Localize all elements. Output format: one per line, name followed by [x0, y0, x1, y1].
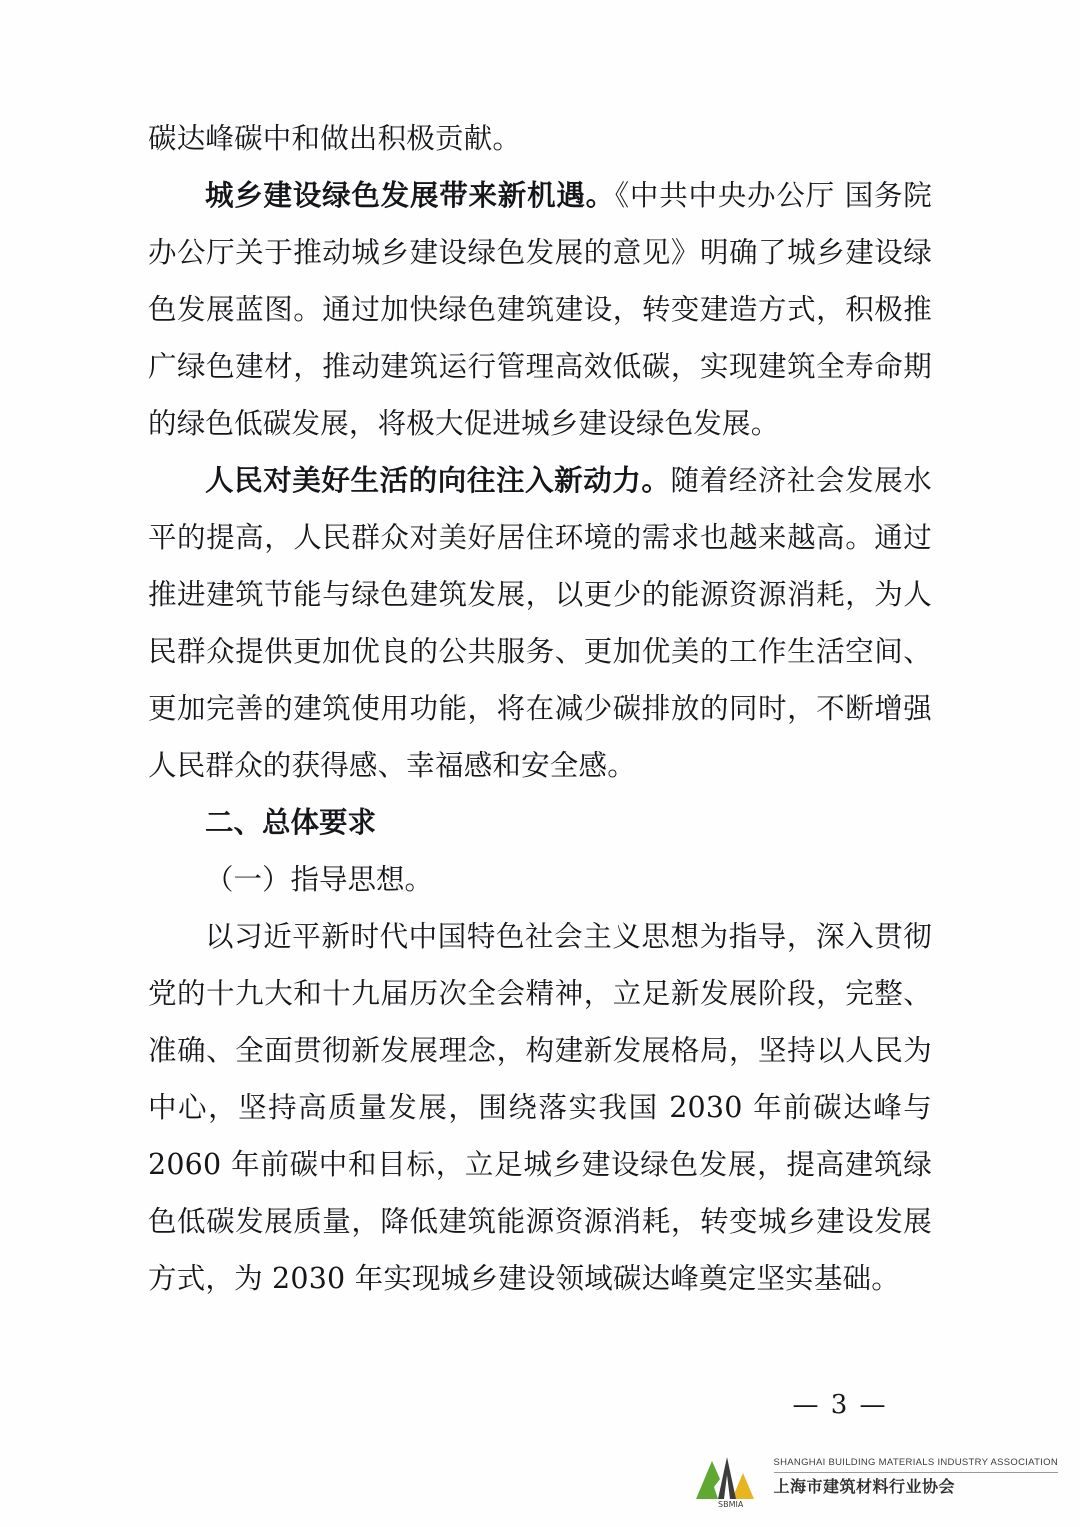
paragraph-text: 碳达峰碳中和做出积极贡献。 [148, 122, 522, 155]
logo-divider [774, 1472, 1059, 1473]
section-heading-overall-requirements: 二、总体要求 [205, 805, 377, 839]
association-logo [690, 1447, 1059, 1509]
paragraph-text: 随着经济社会发展水平的提高，人民群众对美好居住环境的需求也越来越高。通过推进建筑节能与绿色建筑发展，以更少的能源资源消耗，为人民群众提供更加优良的公共服务、更加优美的工作生活空间、更加完善的建筑使用功能，将在减少碳排放的同时，不断增强人民群众的获得感、幸福感和安全感。 [148, 464, 932, 782]
paragraph-people-better-life [148, 452, 932, 794]
paragraph-text: 以习近平新时代中国特色社会主义思想为指导，深入贯彻党的十九大和十九届历次全会精神，立足新发展阶段，完整、准确、全面贯彻新发展理念，构建新发展格局，坚持以人民为中心，坚持高质量发展，围绕落实我国 2030 年前碳达峰与 2060 年前碳中和目标，立足城乡建设绿色发展，提高建筑绿色低碳发展质量，降低建筑能源资源消耗，转变城乡建设发展方式，为 2030 年实现城乡建设领域碳达峰奠定坚实基础。 [148, 920, 932, 1295]
paragraph-guiding-ideology-body [148, 908, 932, 1307]
subsection-heading-guiding-ideology: （一）指导思想。 [205, 863, 434, 896]
paragraph-urban-rural-green [148, 167, 932, 452]
paragraph-carbon-peak-continuation [148, 110, 932, 167]
page-number [0, 1390, 1080, 1420]
paragraph-lead: 人民对美好生活的向往注入新动力。 [205, 463, 671, 497]
paragraph-text: 《中共中央办公厅 国务院办公厅关于推动城乡建设绿色发展的意见》明确了城乡建设绿色发展蓝图。通过加快绿色建筑建设，转变建造方式，积极推广绿色建材，推动建筑运行管理高效低碳，实现建筑全寿命期的绿色低碳发展，将极大促进城乡建设绿色发展。 [148, 179, 932, 440]
document-body [148, 110, 932, 1307]
page-number-label: — 3 — [792, 1390, 888, 1420]
logo-text-block [774, 1458, 1059, 1497]
logo-chinese-name: 上海市建筑材料行业协会 [773, 1479, 956, 1497]
paragraph-lead: 城乡建设绿色发展带来新机遇。 [205, 178, 615, 212]
logo-english-name: SHANGHAI BUILDING MATERIALS INDUSTRY ASSOCIATION [773, 1457, 1058, 1469]
svg-text:SBMIA: SBMIA [717, 1500, 743, 1509]
sbmia-logo-icon [690, 1447, 764, 1509]
